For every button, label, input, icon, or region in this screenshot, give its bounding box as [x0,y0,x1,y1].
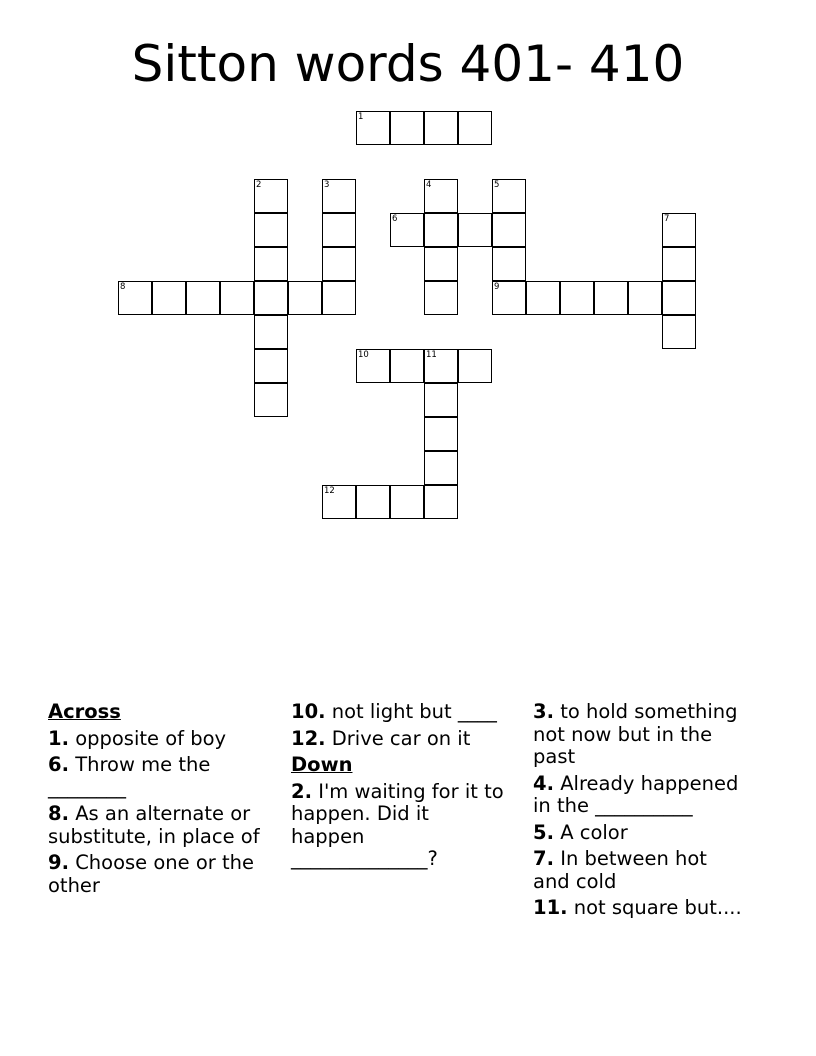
clue-text: Already happened in the __________ [533,771,739,817]
cell-number: 12 [324,486,335,496]
across-clue-6 [48,754,280,799]
cell-number: 5 [494,180,500,190]
grid-cell[interactable] [424,417,458,451]
clue-text: Choose one or the other [48,851,255,897]
clue-text: not light but ____ [331,700,497,723]
clue-number: 11. [533,896,568,919]
grid-cell[interactable] [254,281,288,315]
grid-cell[interactable] [322,247,356,281]
clue-number: 3. [533,700,554,723]
cell-number: 7 [664,214,670,224]
grid-cell[interactable] [492,247,526,281]
clue-text: As an alternate or substitute, in place of [48,802,260,848]
grid-cell[interactable] [628,281,662,315]
clue-text: Drive car on it [331,726,471,750]
grid-cell[interactable] [390,349,424,383]
grid-cell[interactable] [424,485,458,519]
clue-text: A color [560,820,628,844]
clue-number: 2. [291,779,312,803]
grid-cell[interactable] [492,281,526,315]
grid-cell[interactable] [152,281,186,315]
grid-cell[interactable] [356,349,390,383]
across-clue-10 [291,701,506,724]
grid-cell[interactable] [662,213,696,247]
clue-text: Throw me the ________ [48,753,211,799]
grid-cell[interactable] [492,213,526,247]
down-clue-2 [291,781,506,871]
grid-cell[interactable] [288,281,322,315]
clue-text: opposite of boy [75,726,227,750]
grid-cell[interactable] [390,213,424,247]
grid-cell[interactable] [254,349,288,383]
cell-number: 11 [426,350,437,360]
clue-text: I'm waiting for it to happen. Did it happen ______________? [291,779,504,870]
clue-number: 5. [533,820,554,844]
grid-cell[interactable] [322,179,356,213]
cell-number: 2 [256,180,262,190]
grid-cell[interactable] [458,349,492,383]
grid-cell[interactable] [254,247,288,281]
grid-cell[interactable] [662,247,696,281]
down-heading: Down [291,753,353,776]
cell-number: 10 [358,350,369,360]
grid-cell[interactable] [254,383,288,417]
grid-cell[interactable] [356,485,390,519]
cell-number: 4 [426,180,432,190]
grid-cell[interactable] [220,281,254,315]
clue-text: In between hot and cold [533,847,707,893]
grid-cell[interactable] [560,281,594,315]
grid-cell[interactable] [424,349,458,383]
grid-cell[interactable] [424,179,458,213]
page-title: Sitton words 401- 410 [131,35,685,93]
grid-cell[interactable] [254,179,288,213]
clue-number: 7. [533,847,554,870]
grid-cell[interactable] [186,281,220,315]
grid-cell[interactable] [322,213,356,247]
grid-cell[interactable] [424,111,458,145]
grid-cell[interactable] [424,247,458,281]
down-clue-4 [533,773,748,818]
grid-cell[interactable] [424,451,458,485]
grid-cell[interactable] [390,485,424,519]
cell-number: 9 [494,282,500,292]
cell-number: 3 [324,180,330,190]
across-clue-1 [48,728,280,751]
clue-number: 6. [48,753,69,776]
across-clue-9 [48,852,280,897]
down-clue-5 [533,822,748,845]
clue-number: 8. [48,802,69,825]
grid-cell[interactable] [356,111,390,145]
down-clue-11 [533,897,748,920]
clues-column-1 [48,701,280,901]
clue-number: 1. [48,726,69,750]
grid-cell[interactable] [594,281,628,315]
grid-cell[interactable] [254,213,288,247]
grid-cell[interactable] [322,485,356,519]
grid-cell[interactable] [322,281,356,315]
down-clue-7 [533,848,748,893]
across-clue-8 [48,803,280,848]
grid-cell[interactable] [424,383,458,417]
clue-number: 4. [533,771,554,795]
cell-number: 1 [358,112,364,122]
down-clue-3 [533,701,748,769]
clues-column-2 [291,701,506,875]
grid-cell[interactable] [424,213,458,247]
grid-cell[interactable] [662,281,696,315]
cell-number: 8 [120,282,126,292]
clues-column-3 [533,701,748,924]
clue-number: 9. [48,851,69,874]
clue-text: not square but.... [573,896,742,919]
grid-cell[interactable] [526,281,560,315]
grid-cell[interactable] [390,111,424,145]
grid-cell[interactable] [662,315,696,349]
across-clue-12 [291,728,506,751]
grid-cell[interactable] [254,315,288,349]
grid-cell[interactable] [458,213,492,247]
clue-number: 10. [291,700,326,723]
grid-cell[interactable] [492,179,526,213]
across-heading: Across [48,700,121,723]
clue-text: to hold something not now but in the past [533,700,738,768]
grid-cell[interactable] [118,281,152,315]
grid-cell[interactable] [458,111,492,145]
cell-number: 6 [392,214,398,224]
clue-number: 12. [291,726,326,750]
grid-cell[interactable] [424,281,458,315]
